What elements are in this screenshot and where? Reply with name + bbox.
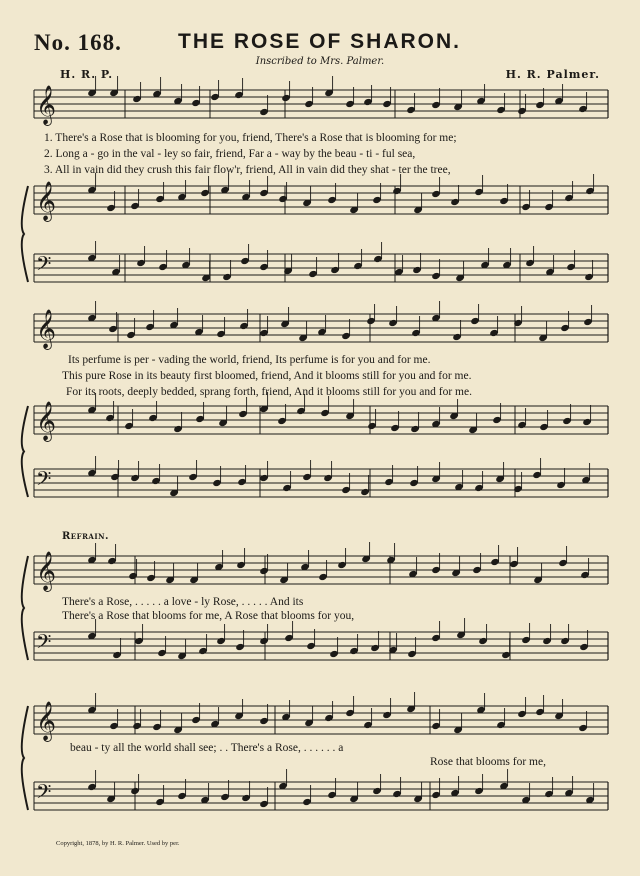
verse-3-line-1: 3. All in vain did they crush this fair flow'r, friend, All in vain did they shat - ter the tree, [44,164,451,176]
refrain-bass-line-2: Rose that blooms for me, [430,756,546,768]
bass-clef-icon: 𝄢 [36,630,52,658]
verse-2-line-1: 2. Long a - go in the val - ley so fair, friend, Far a - way by the beau - ti - ful sea, [44,148,416,160]
brace-icon [22,186,28,282]
verse-1-line-2: Its perfume is per - vading the world, friend, Its perfume is for you and for me. [68,354,431,366]
refrain-soprano-line-2: beau - ty all the world shall see; . . There's a Rose, . . . . . . a [70,742,344,754]
treble-clef-icon: 𝄞 [36,551,57,591]
treble-clef-icon: 𝄞 [36,309,57,349]
bass-clef-icon: 𝄢 [36,467,52,495]
verse-3-line-2: For its roots, deeply bedded, sprang forth, friend, And it blooms still for you and for me. [66,386,472,398]
refrain-soprano-line-1: There's a Rose, . . . . . a love - ly Rose, . . . . . And its [62,596,304,608]
treble-clef-icon: 𝄞 [36,701,57,741]
treble-clef-icon: 𝄞 [36,85,57,125]
composer-credit: H. R. Palmer. [505,68,600,81]
bass-clef-icon: 𝄢 [36,780,52,808]
refrain-label: Refrain. [62,531,110,542]
refrain-bass-line-1: There's a Rose that blooms for me, A Rose that blooms for you, [62,610,355,622]
verse-1-line-1: 1. There's a Rose that is blooming for you, friend, There's a Rose that is blooming for me; [44,132,457,144]
brace-icon [22,706,28,810]
treble-clef-icon: 𝄞 [36,181,57,221]
lyricist-credit: H. R. P. [60,68,114,81]
verse-2-line-2: This pure Rose in its beauty first bloomed, friend, And it blooms still for you and for me. [62,370,472,382]
treble-clef-icon: 𝄞 [36,401,57,441]
bass-clef-icon: 𝄢 [36,252,52,280]
brace-icon [22,406,28,497]
hymn-title: THE ROSE OF SHARON. [178,30,462,53]
copyright-notice: Copyright, 1878, by H. R. Palmer. Used by per. [56,840,180,847]
brace-icon [22,556,28,660]
hymn-number: No. 168. [34,30,122,55]
inscription: Inscribed to Mrs. Palmer. [255,56,385,67]
